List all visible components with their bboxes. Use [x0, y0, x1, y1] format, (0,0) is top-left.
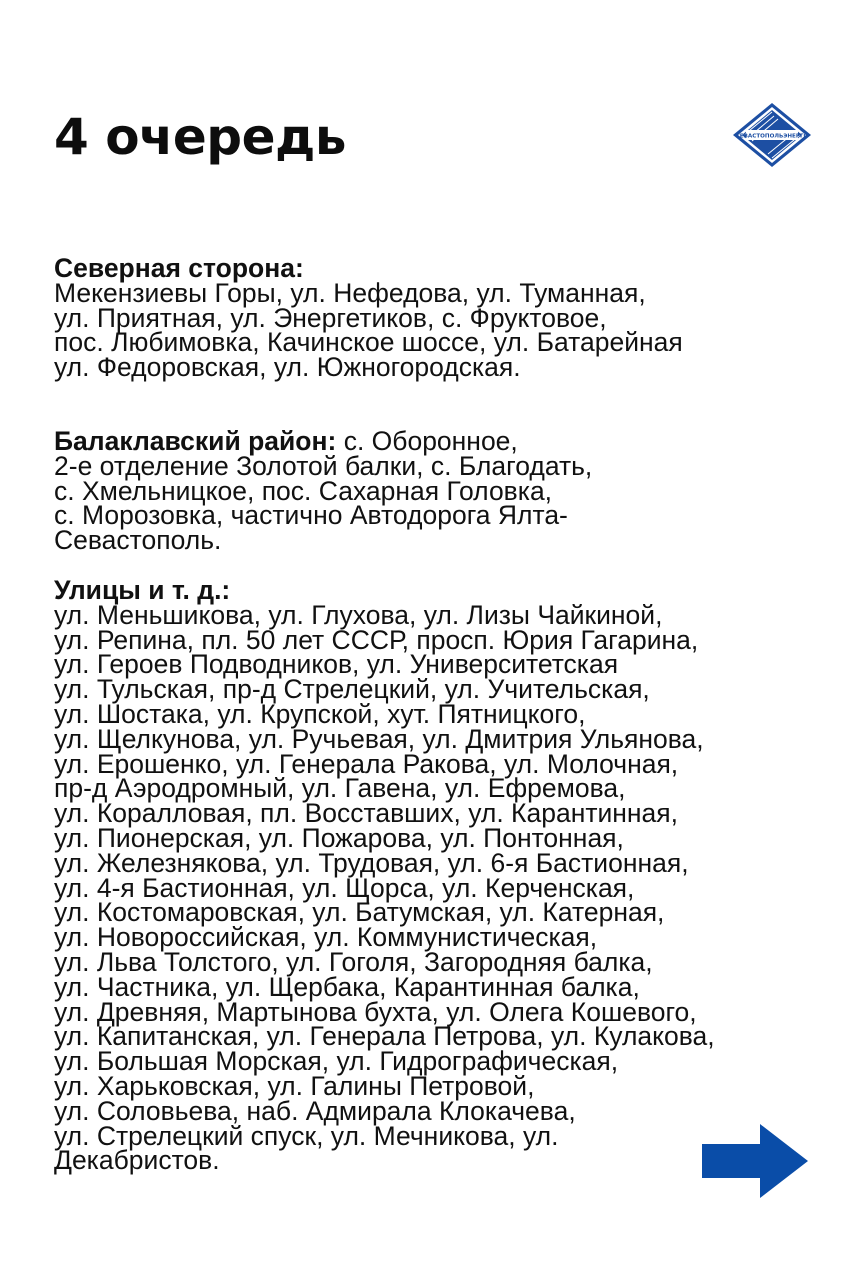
- address-line: ул. Пионерская, ул. Пожарова, ул. Понтонная,: [54, 822, 624, 853]
- address-line: ул. Льва Толстого, ул. Гоголя, Загородняя балка,: [54, 946, 653, 977]
- address-line: ул. Тульская, пр-д Стрелецкий, ул. Учительская,: [54, 674, 650, 705]
- address-line: ул. 4-я Бастионная, ул. Щорса, ул. Керченская,: [54, 872, 635, 903]
- next-page-button[interactable]: [702, 1124, 808, 1198]
- arrow-right-icon: [702, 1124, 808, 1198]
- address-line: Мекензиевы Горы, ул. Нефедова, ул. Туманная,: [54, 277, 646, 308]
- address-text: с. Оборонное,: [336, 426, 518, 456]
- address-line: ул. Харьковская, ул. Галины Петровой,: [54, 1070, 535, 1101]
- address-line: ул. Стрелецкий спуск, ул. Мечникова, ул.: [54, 1120, 559, 1151]
- address-line: ул. Капитанская, ул. Генерала Петрова, ул. Кулакова,: [54, 1021, 715, 1052]
- address-line: Севастополь.: [54, 525, 222, 556]
- address-line: ул. Костомаровская, ул. Батумская, ул. Катерная,: [54, 897, 665, 928]
- section-north-side: [54, 253, 683, 383]
- address-line: ул. Железнякова, ул. Трудовая, ул. 6-я Бастионная,: [54, 847, 689, 878]
- address-line: ул. Новороссийская, ул. Коммунистическая,: [54, 922, 598, 953]
- address-line: ул. Героев Подводников, ул. Университетская: [54, 649, 619, 680]
- address-line: с. Хмельницкое, пос. Сахарная Головка,: [54, 475, 553, 506]
- page-title: 4 очередь: [54, 108, 346, 166]
- address-line: ул. Меньшикова, ул. Глухова, ул. Лизы Чайкиной,: [54, 599, 663, 630]
- address-line: ул. Щелкунова, ул. Ручьевая, ул. Дмитрия Ульянова,: [54, 723, 704, 754]
- address-line: ул. Шостака, ул. Крупской, хут. Пятницкого,: [54, 698, 586, 729]
- logo-text: СЕВАСТОПОЛЬЭНЕРГО: [735, 133, 809, 140]
- address-line: ул. Ерошенко, ул. Генерала Ракова, ул. Молочная,: [54, 748, 679, 779]
- section-heading: Северная сторона:: [54, 253, 304, 283]
- address-line: с. Морозовка, частично Автодорога Ялта-: [54, 500, 568, 531]
- section-heading: Балаклавский район:: [54, 426, 337, 456]
- address-line: ул. Частника, ул. Щербака, Карантинная балка,: [54, 971, 640, 1002]
- logo-mark: [733, 103, 811, 167]
- address-line: ул. Древняя, Мартынова бухта, ул. Олега Кошевого,: [54, 996, 697, 1027]
- sevastopolenergo-logo: [732, 102, 812, 168]
- address-line: Декабристов.: [54, 1145, 220, 1176]
- address-line: ул. Большая Морская, ул. Гидрографическая,: [54, 1046, 619, 1077]
- address-line: ул. Коралловая, пл. Восставших, ул. Карантинная,: [54, 798, 679, 829]
- address-line: пос. Любимовка, Качинское шоссе, ул. Батарейная: [54, 327, 683, 358]
- section-heading: Улицы и т. д.:: [54, 575, 231, 605]
- address-line: ул. Федоровская, ул. Южногородская.: [54, 352, 521, 383]
- address-line: пр-д Аэродромный, ул. Гавена, ул. Ефремова,: [54, 773, 626, 804]
- section-streets: [54, 575, 715, 1176]
- address-line: 2-е отделение Золотой балки, с. Благодать,: [54, 450, 593, 481]
- section-balaklava-district: [54, 426, 593, 556]
- address-line: ул. Репина, пл. 50 лет СССР, просп. Юрия Гагарина,: [54, 624, 699, 655]
- address-line: ул. Приятная, ул. Энергетиков, с. Фруктовое,: [54, 302, 607, 333]
- address-line: ул. Соловьева, наб. Адмирала Клокачева,: [54, 1095, 576, 1126]
